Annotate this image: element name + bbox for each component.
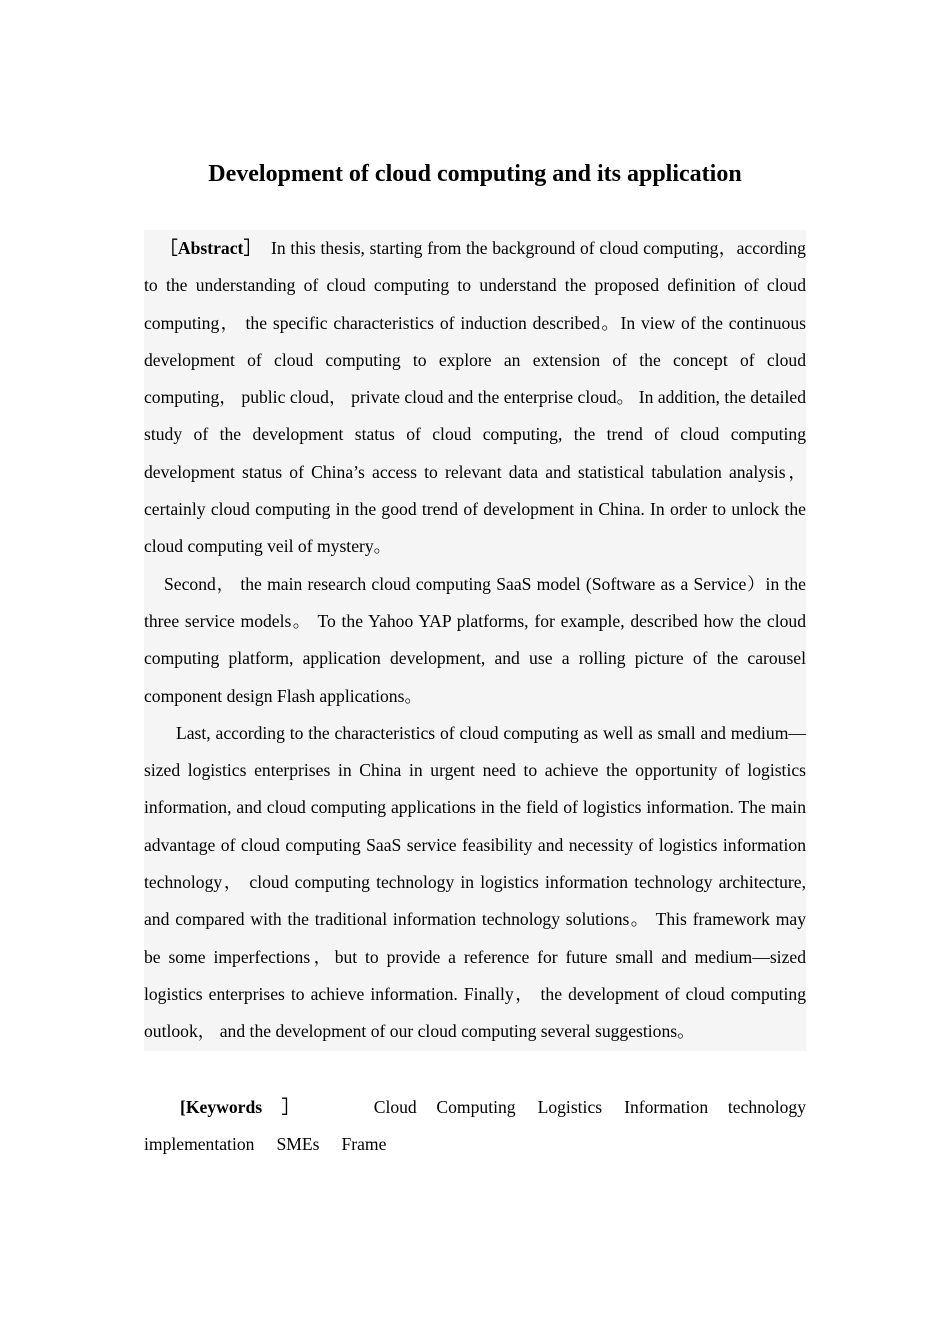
keywords-label: [Keywords ］ <box>180 1097 315 1117</box>
keyword-item: SMEs <box>276 1134 320 1155</box>
abstract-paragraph-1 <box>144 230 806 566</box>
page-title: Development of cloud computing and its application <box>208 161 742 187</box>
abstract-paragraph-2: Second， the main research cloud computing SaaS model (Software as a Service）in the three service models。 To the Yahoo YAP platforms, for example, described how the cloud computing platform, application development, and use a rolling picture of the carousel component design Flash applications。 <box>144 573 806 706</box>
keywords-section <box>144 1089 806 1164</box>
keyword-item: Cloud Computing <box>373 1097 516 1117</box>
keyword-item: Information technology implementation <box>144 1097 807 1155</box>
abstract-paragraph-1-text: In this thesis, starting from the background of cloud computing，according to the understanding of cloud computing to understand the proposed definition of cloud computing， the specific characteristics of induction described。In view of the continuous development of cloud computing to explore an extension of the concept of cloud computing， public cloud， private cloud and the enterprise cloud。 In addition, the detailed study of the development status of cloud computing, the trend of cloud computing development status of China’s access to relevant data and statistical tabulation analysis， certainly cloud computing in the good trend of development in China. In order to unlock the cloud computing veil of mystery。 <box>144 238 806 557</box>
keyword-item: Logistics <box>537 1097 603 1117</box>
abstract-label: ［Abstract］ <box>160 238 262 258</box>
abstract-section <box>144 230 806 1051</box>
abstract-paragraph-3: Last, according to the characteristics of cloud computing as well as small and medium—sized logistics enterprises in China in urgent need to achieve the opportunity of logistics information, and cloud computing applications in the field of logistics information. The main advantage of cloud computing SaaS service feasibility and necessity of logistics information technology， cloud computing technology in logistics information technology architecture, and compared with the traditional information technology solutions。 This framework may be some imperfections，but to provide a reference for future small and medium—sized logistics enterprises to achieve information. Finally， the development of cloud computing outlook， and the development of our cloud computing several suggestions。 <box>144 722 806 1042</box>
keyword-item: Frame <box>341 1134 387 1155</box>
